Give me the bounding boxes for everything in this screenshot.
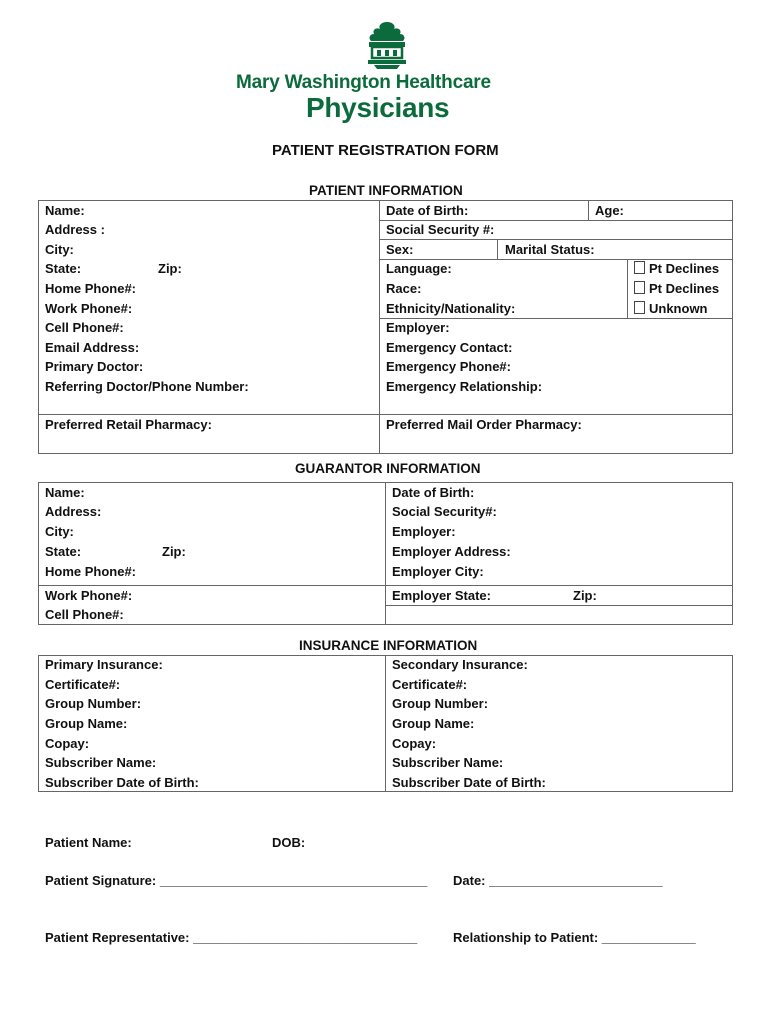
patient-zip-field[interactable]: Zip: (158, 261, 182, 276)
row-line (379, 318, 733, 319)
age-cell-divider (588, 200, 589, 220)
secondary-group-number-field[interactable]: Group Number: (392, 696, 489, 711)
guarantor-employer-field[interactable]: Employer: (392, 524, 456, 539)
insurance-section-title: INSURANCE INFORMATION (299, 638, 478, 653)
mail-order-pharmacy-field[interactable]: Preferred Mail Order Pharmacy: (386, 417, 582, 432)
primary-copay-field[interactable]: Copay: (45, 736, 90, 751)
ethnicity-unknown-checkbox[interactable] (634, 301, 708, 316)
patient-cell-phone-field[interactable]: Cell Phone#: (45, 320, 124, 335)
emergency-contact-field[interactable]: Emergency Contact: (386, 340, 513, 355)
primary-insurance-field[interactable]: Primary Insurance: (45, 657, 163, 672)
secondary-copay-field[interactable]: Copay: (392, 736, 437, 751)
patient-address-field[interactable]: Address : (45, 222, 105, 237)
primary-certificate-field[interactable]: Certificate#: (45, 677, 121, 692)
secondary-subscriber-name-field[interactable]: Subscriber Name: (392, 755, 504, 770)
row-line (385, 605, 733, 606)
referring-doctor-field[interactable]: Referring Doctor/Phone Number: (45, 379, 249, 394)
patient-age-field[interactable]: Age: (595, 203, 624, 218)
patient-name-signature-field[interactable]: Patient Name: (45, 835, 132, 850)
secondary-group-name-field[interactable]: Group Name: (392, 716, 475, 731)
emergency-phone-field[interactable]: Emergency Phone#: (386, 359, 511, 374)
guarantor-city-field[interactable]: City: (45, 524, 74, 539)
patient-city-field[interactable]: City: (45, 242, 74, 257)
patient-email-field[interactable]: Email Address: (45, 340, 140, 355)
row-line (38, 585, 733, 586)
guarantor-work-phone-field[interactable]: Work Phone#: (45, 588, 133, 603)
primary-group-number-field[interactable]: Group Number: (45, 696, 142, 711)
primary-subscriber-dob-field[interactable]: Subscriber Date of Birth: (45, 775, 199, 790)
guarantor-cell-phone-field[interactable]: Cell Phone#: (45, 607, 124, 622)
emergency-relationship-field[interactable]: Emergency Relationship: (386, 379, 543, 394)
mwh-logo-emblem-icon (360, 20, 414, 70)
secondary-subscriber-dob-field[interactable]: Subscriber Date of Birth: (392, 775, 546, 790)
checkbox-label: Unknown (649, 301, 708, 316)
guarantor-state-field[interactable]: State: (45, 544, 82, 559)
checkbox-icon (634, 281, 645, 294)
primary-doctor-field[interactable]: Primary Doctor: (45, 359, 144, 374)
language-field[interactable]: Language: (386, 261, 452, 276)
primary-group-name-field[interactable]: Group Name: (45, 716, 128, 731)
primary-subscriber-name-field[interactable]: Subscriber Name: (45, 755, 157, 770)
language-declines-checkbox[interactable] (634, 261, 719, 276)
patient-dob-field[interactable]: Date of Birth: (386, 203, 469, 218)
employer-city-field[interactable]: Employer City: (392, 564, 484, 579)
relationship-to-patient-field[interactable]: Relationship to Patient: _____________ (453, 930, 696, 945)
patient-ssn-field[interactable]: Social Security #: (386, 222, 495, 237)
org-name-line2: Physicians (306, 92, 450, 123)
employer-state-field[interactable]: Employer State: (392, 588, 491, 603)
patient-state-field[interactable]: State: (45, 261, 82, 276)
guarantor-address-field[interactable]: Address: (45, 504, 102, 519)
insurance-col-divider (385, 655, 386, 792)
row-line (379, 239, 733, 240)
patient-sex-field[interactable]: Sex: (386, 242, 414, 257)
patient-signature-field[interactable]: Patient Signature: _____________________________________ (45, 873, 428, 888)
guarantor-ssn-field[interactable]: Social Security#: (392, 504, 497, 519)
guarantor-home-phone-field[interactable]: Home Phone#: (45, 564, 137, 579)
guarantor-section-title: GUARANTOR INFORMATION (295, 461, 481, 476)
form-title: PATIENT REGISTRATION FORM (272, 142, 499, 159)
patient-representative-field[interactable]: Patient Representative: _______________________________ (45, 930, 418, 945)
guarantor-name-field[interactable]: Name: (45, 485, 85, 500)
guarantor-col-divider (385, 482, 386, 625)
patient-section-title: PATIENT INFORMATION (309, 183, 463, 198)
row-line (379, 220, 733, 221)
marital-status-field[interactable]: Marital Status: (505, 242, 595, 257)
checkbox-icon (634, 261, 645, 274)
guarantor-zip-field[interactable]: Zip: (162, 544, 186, 559)
retail-pharmacy-field[interactable]: Preferred Retail Pharmacy: (45, 417, 212, 432)
race-declines-checkbox[interactable] (634, 281, 719, 296)
patient-work-phone-field[interactable]: Work Phone#: (45, 301, 133, 316)
signature-date-field[interactable]: Date: ________________________ (453, 873, 663, 888)
checkbox-label: Pt Declines (649, 261, 720, 276)
row-line (379, 259, 733, 260)
patient-employer-field[interactable]: Employer: (386, 320, 450, 335)
ethnicity-field[interactable]: Ethnicity/Nationality: (386, 301, 516, 316)
employer-address-field[interactable]: Employer Address: (392, 544, 511, 559)
marital-cell-divider (497, 239, 498, 259)
secondary-certificate-field[interactable]: Certificate#: (392, 677, 468, 692)
signature-dob-field[interactable]: DOB: (272, 835, 306, 850)
checkbox-label: Pt Declines (649, 281, 720, 296)
row-line (38, 414, 733, 415)
org-name-line1: Mary Washington Healthcare (236, 72, 491, 93)
checkbox-cell-divider (627, 259, 628, 318)
race-field[interactable]: Race: (386, 281, 422, 296)
patient-home-phone-field[interactable]: Home Phone#: (45, 281, 137, 296)
guarantor-dob-field[interactable]: Date of Birth: (392, 485, 475, 500)
patient-name-field[interactable]: Name: (45, 203, 85, 218)
secondary-insurance-field[interactable]: Secondary Insurance: (392, 657, 528, 672)
checkbox-icon (634, 301, 645, 314)
employer-zip-field[interactable]: Zip: (573, 588, 597, 603)
